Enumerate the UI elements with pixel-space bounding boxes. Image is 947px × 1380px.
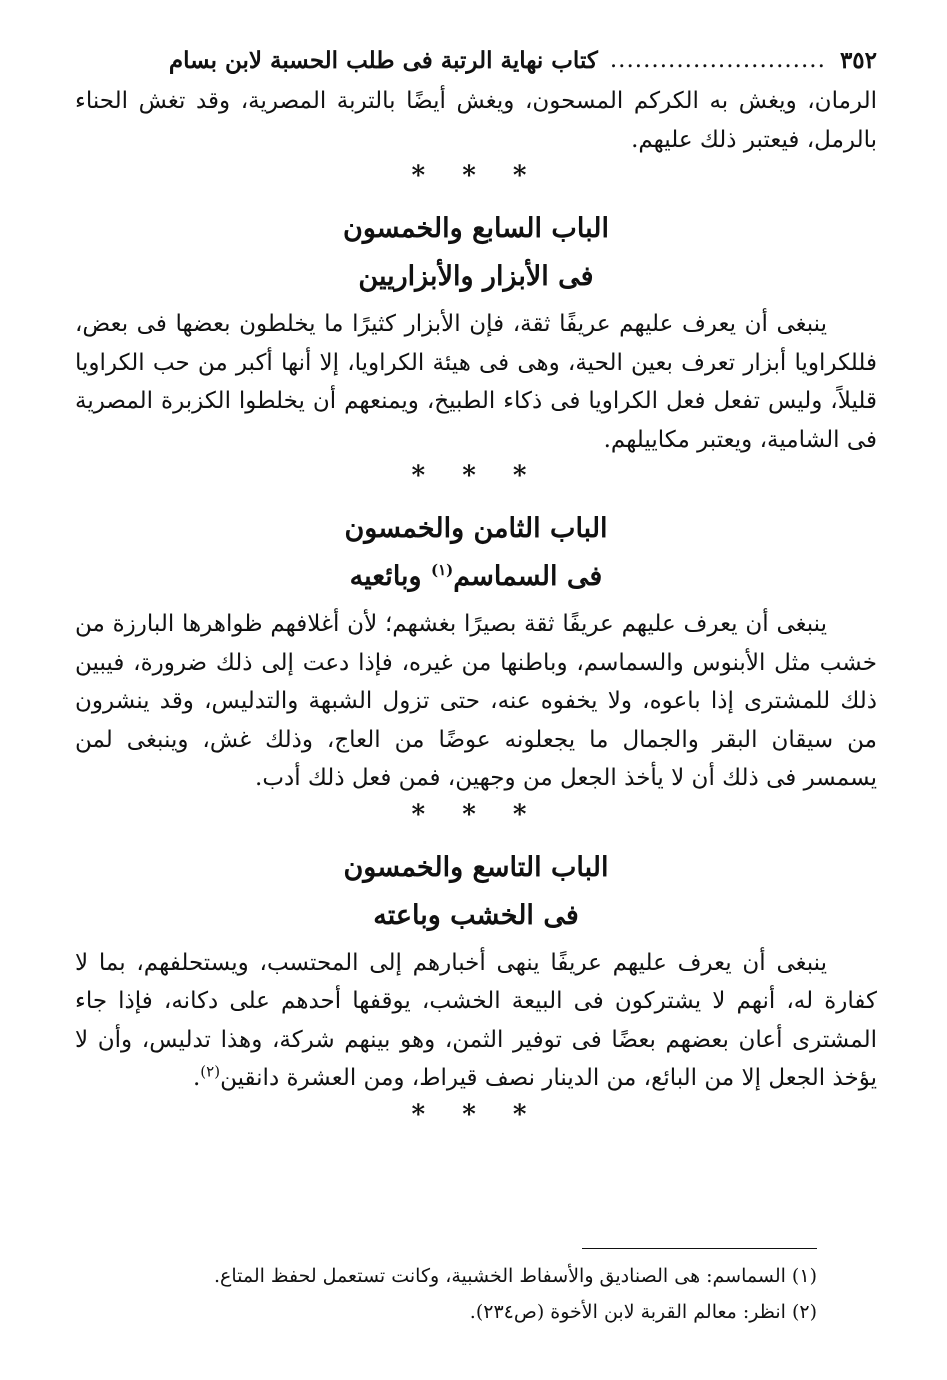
chapter-57-paragraph: ينبغى أن يعرف عليهم عريفًا ثقة، فإن الأبزار كثيرًا ما يخلطون بعضها فى بعض، فللكراويا أبزار تعرف بعين الحية، وهى فى هيئة الكراويا، إلا أنها أكبر من حب الكراويا قليلاً، وليس تفعل فعل الكراويا فى ذكاء الطبيخ، ويمنعهم أن يخلطوا الكزبرة المصرية فى الشامية، ويعتبر مكاييلهم. (75, 311, 877, 453)
intro-paragraph: الرمان، ويغش به الكركم المسحون، ويغش أيضًا بالتربة المصرية، وقد تغش الحناء بالرمل، فيعتبر ذلك عليهم. (75, 88, 877, 153)
chapter-59-subtitle: فى الخشب وباعته (373, 899, 579, 931)
chapter-59-title: الباب التاسع والخمسون (343, 851, 609, 883)
chapter-58-paragraph: ينبغى أن يعرف عليهم عريفًا ثقة بصيرًا بغشهم؛ لأن أغلافهم ظواهرها البارزة من خشب مثل الأبنوس والسماسم، وباطنها من غيره، فإذا دعت إلى ذلك ضرورة، فيبين ذلك للمشترى إذا باعوه، ولا يخفوه عنه، حتى تزول الشبهة والتدليس، وقد ينشرون من سيقان البقر والجمال ما يجعلونه عوضًا من العاج، وذلك غش، وينبغى لمن يسمسر فى ذلك أن لا يأخذ الجعل من وجهين، فمن فعل ذلك أدب. (75, 611, 877, 791)
footnote-2: (٢) انظر: معالم القربة لابن الأخوة (ص٢٣٤). (469, 1301, 817, 1323)
chapter-59-paragraph-end: . (192, 1065, 201, 1091)
chapter-58-subtitle-part1: فى السماسم (453, 561, 603, 592)
section-separator: * * * (411, 161, 541, 191)
footnotes (90, 1258, 817, 1330)
page-content (75, 82, 877, 1132)
chapter-58-subtitle-part2: وبائعيه (349, 561, 431, 592)
footnote-1: (١) السماسم: هى الصناديق والأسفاط الخشبية، وكانت تستعمل لحفظ المتاع. (213, 1265, 817, 1287)
book-title: كتاب نهاية الرتبة فى طلب الحسبة لابن بسام (168, 46, 598, 74)
section-separator: * * * (411, 1099, 541, 1130)
chapter-58-title: الباب الثامن والخمسون (344, 513, 608, 544)
footnote-divider (582, 1248, 817, 1249)
chapter-59-paragraph-text: ينبغى أن يعرف عليهم عريفًا ينهى أخبارهم إلى المحتسب، ويستحلفهم، بما لا كفارة له، أنهم لا يشتركون فى البيعة الخشب، يوقفها أحدهم على دكانه، فإذا جاء المشترى أعان بعضهم بعضًا فى توفير الثمن، وهو بينهم شركة، وهذا تدليس، وأن لا يؤخذ الجعل إلا من البائع، من الدينار نصف قيراط، ومن العشرة دانقين (75, 949, 877, 1091)
footnote-ref-2: (٢) (200, 1062, 221, 1081)
chapter-57-subtitle: فى الأبزار والأبزاريين (358, 261, 594, 292)
page-number: ٣٥٢ (839, 46, 877, 74)
footnote-ref-1: (١) (431, 561, 454, 579)
chapter-57-title: الباب السابع والخمسون (343, 213, 609, 244)
leader-dots: .......................... (609, 47, 826, 73)
chapter-58-subtitle (75, 553, 877, 601)
section-separator: * * * (411, 799, 541, 830)
chapter-59-paragraph (75, 944, 877, 1098)
section-separator: * * * (411, 461, 541, 491)
running-header (90, 40, 877, 80)
